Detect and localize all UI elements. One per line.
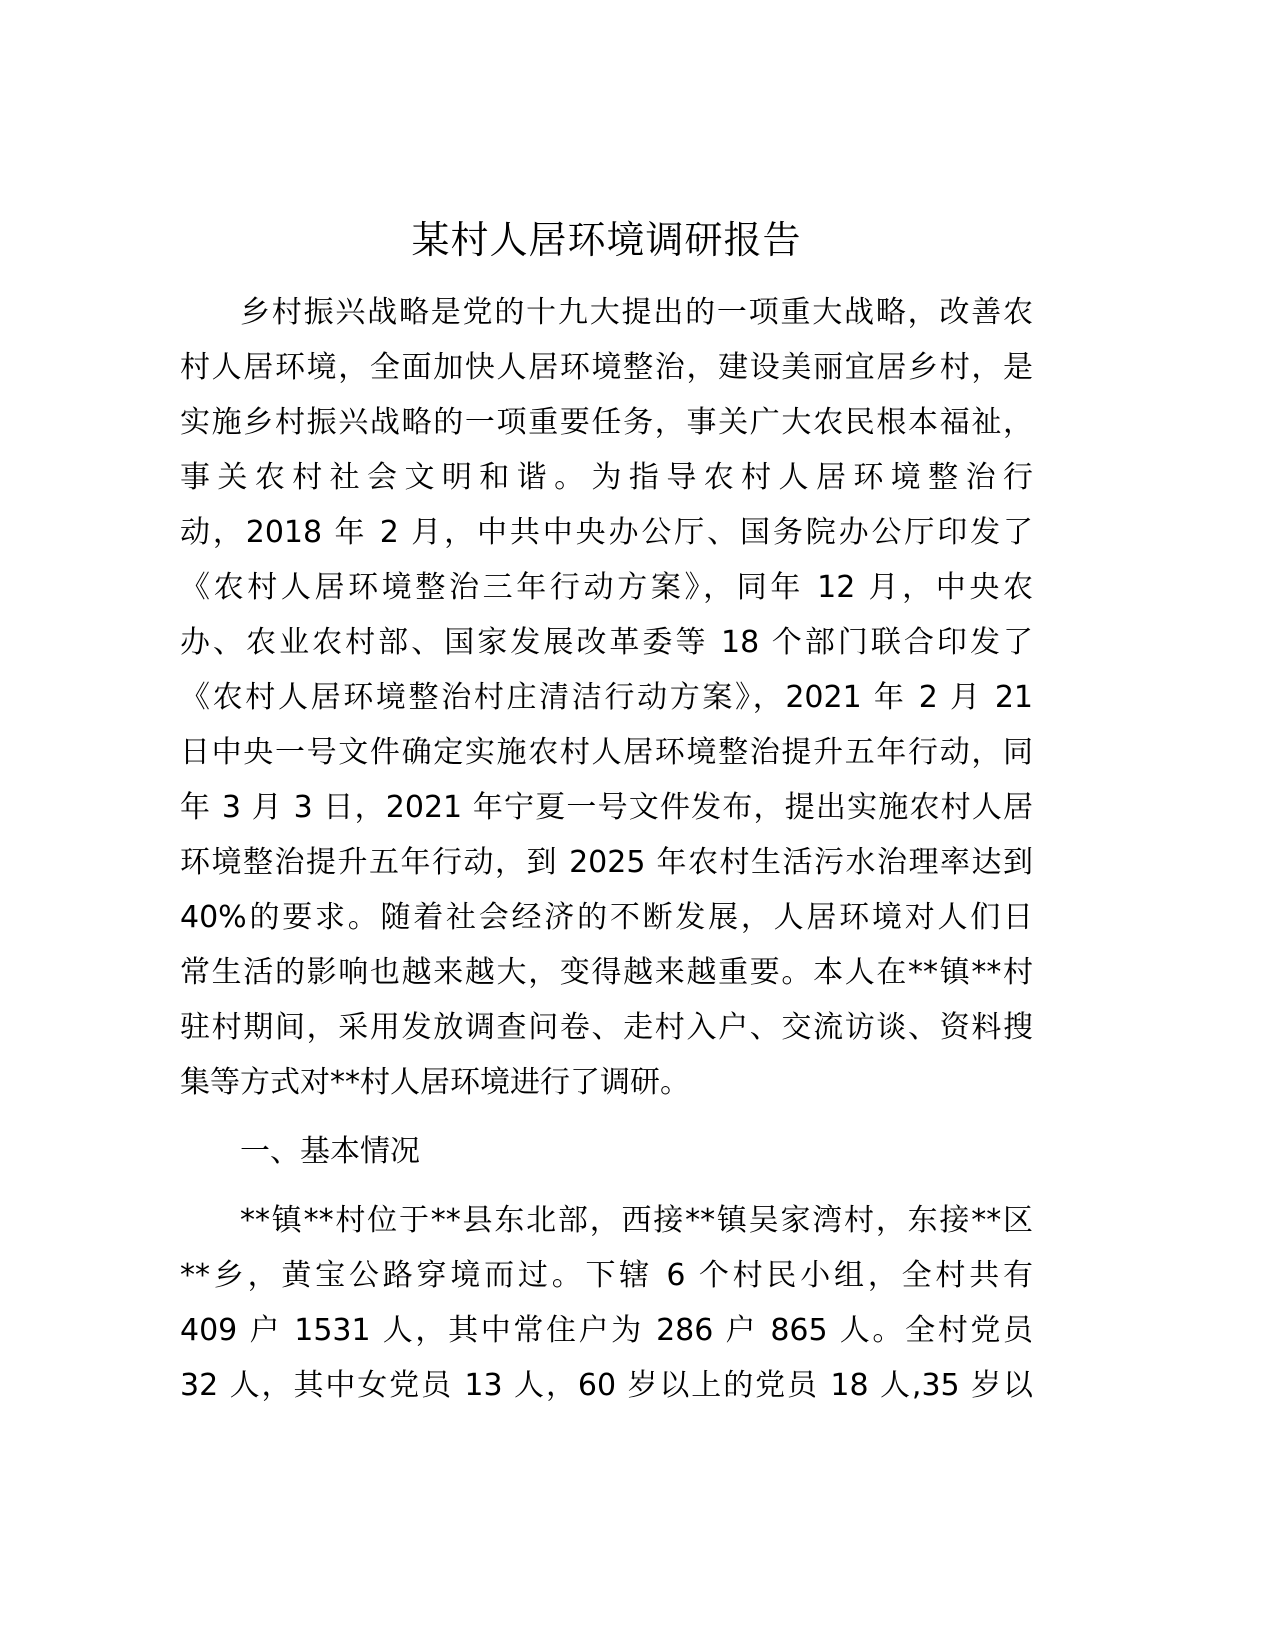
text-line: 事关农村社会文明和谐。为指导农村人居环境整治行 — [180, 460, 1033, 495]
text-line: 409 户 1531 人，其中常住户为 286 户 865 人。全村党员 — [180, 1313, 1033, 1348]
text-line: **乡，黄宝公路穿境而过。下辖 6 个村民小组，全村共有 — [180, 1258, 1033, 1293]
document-title: 某村人居环境调研报告 — [411, 218, 802, 262]
text-line: 常生活的影响也越来越大，变得越来越重要。本人在**镇**村 — [180, 955, 1033, 990]
text-line: 环境整治提升五年行动，到 2025 年农村生活污水治理率达到 — [180, 845, 1033, 880]
basic-info-paragraph — [180, 1193, 1033, 1413]
text-line: 40%的要求。随着社会经济的不断发展，人居环境对人们日 — [180, 900, 1033, 935]
text-line: 实施乡村振兴战略的一项重要任务，事关广大农民根本福祉， — [180, 405, 1033, 440]
section-heading — [180, 1124, 1033, 1179]
text-line: 年 3 月 3 日，2021 年宁夏一号文件发布，提出实施农村人居 — [180, 790, 1033, 825]
document-body — [180, 285, 1033, 1413]
section-heading-text: 一、基本情况 — [240, 1134, 420, 1169]
text-line: 办、农业农村部、国家发展改革委等 18 个部门联合印发了 — [180, 625, 1033, 660]
text-line: 乡村振兴战略是党的十九大提出的一项重大战略，改善农 — [240, 295, 1033, 330]
text-line: 《农村人居环境整治三年行动方案》，同年 12 月，中央农 — [180, 570, 1033, 605]
text-line: 驻村期间，采用发放调查问卷、走村入户、交流访谈、资料搜 — [180, 1010, 1033, 1045]
text-line: **镇**村位于**县东北部，西接**镇吴家湾村，东接**区 — [240, 1203, 1033, 1238]
text-line: 32 人，其中女党员 13 人，60 岁以上的党员 18 人,35 岁以 — [180, 1368, 1033, 1403]
intro-paragraph — [180, 285, 1033, 1110]
text-line: 《农村人居环境整治村庄清洁行动方案》，2021 年 2 月 21 — [180, 680, 1033, 715]
text-line: 集等方式对**村人居环境进行了调研。 — [180, 1065, 690, 1100]
text-line: 日中央一号文件确定实施农村人居环境整治提升五年行动，同 — [180, 735, 1033, 770]
text-line: 动，2018 年 2 月，中共中央办公厅、国务院办公厅印发了 — [180, 515, 1033, 550]
text-line: 村人居环境，全面加快人居环境整治，建设美丽宜居乡村，是 — [180, 350, 1033, 385]
